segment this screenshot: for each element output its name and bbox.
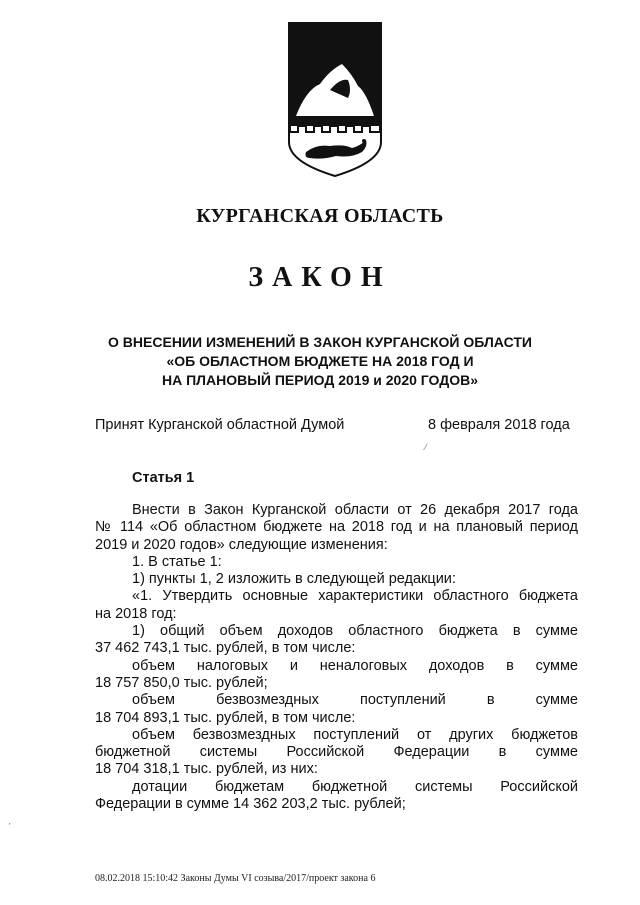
body-line: 1. В статье 1:: [132, 553, 222, 570]
body-line: 18 704 318,1 тыс. рублей, из них:: [95, 761, 318, 778]
article-body: [95, 502, 578, 813]
law-title-line: «ОБ ОБЛАСТНОМ БЮДЖЕТЕ НА 2018 ГОД И: [166, 353, 474, 369]
body-line: 1) пункты 1, 2 изложить в следующей редакции:: [132, 571, 456, 588]
body-line: бюджетной системы Российской Федерации в сумме: [95, 744, 578, 761]
body-line: на 2018 год:: [95, 605, 177, 622]
footer-stamp: 08.02.2018 15:10:42 Законы Думы VI созыва/2017/проект закона 6: [95, 873, 376, 884]
article-heading: Статья 1: [132, 470, 195, 486]
region-title: КУРГАНСКАЯ ОБЛАСТЬ: [196, 205, 444, 227]
body-line: Внести в Закон Курганской области от 26 декабря 2017 года: [132, 502, 578, 518]
adoption-date: 8 февраля 2018 года: [428, 417, 570, 433]
body-line: объем безвозмездных поступлений от других бюджетов: [132, 726, 578, 743]
law-title-line: О ВНЕСЕНИИ ИЗМЕНЕНИЙ В ЗАКОН КУРГАНСКОЙ ОБЛАСТИ: [108, 334, 532, 350]
document-type-title: ЗАКОН: [248, 262, 392, 293]
body-line: 1) общий объем доходов областного бюджета в сумме: [132, 623, 578, 640]
body-line: 18 704 893,1 тыс. рублей, в том числе:: [95, 709, 356, 726]
body-line: Федерации в сумме 14 362 203,2 тыс. рублей;: [95, 796, 406, 813]
body-line: 18 757 850,0 тыс. рублей;: [95, 674, 268, 691]
body-line: объем налоговых и неналоговых доходов в сумме: [132, 657, 578, 674]
body-line: № 114 «Об областном бюджете на 2018 год и на плановый период: [95, 519, 578, 536]
body-line: 2019 и 2020 годов» следующие изменения:: [95, 536, 388, 553]
adopted-by: Принят Курганской областной Думой: [95, 417, 345, 433]
law-title: [60, 333, 580, 390]
scan-mark: ⁄: [425, 442, 427, 452]
body-line: «1. Утвердить основные характеристики областного бюджета: [132, 588, 578, 605]
law-title-line: НА ПЛАНОВЫЙ ПЕРИОД 2019 и 2020 ГОДОВ»: [161, 372, 479, 388]
margin-mark: ': [9, 822, 11, 831]
body-line: 37 462 743,1 тыс. рублей, в том числе:: [95, 640, 356, 657]
body-line: дотации бюджетам бюджетной системы Российской: [132, 778, 578, 795]
coat-of-arms-icon: [286, 20, 384, 180]
body-line: объем безвозмездных поступлений в сумме: [132, 692, 578, 709]
